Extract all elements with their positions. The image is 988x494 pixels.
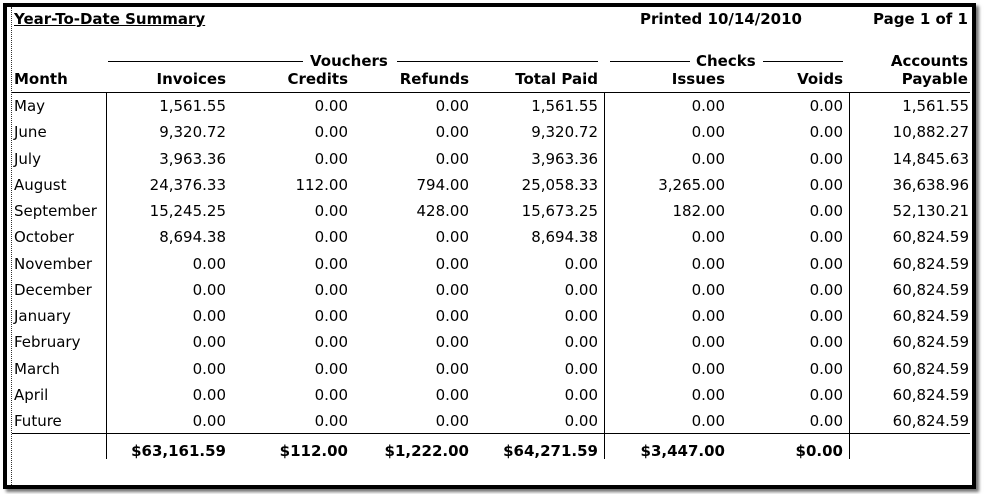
total-total-paid: $64,271.59 <box>503 442 598 460</box>
cell-month: October <box>14 228 75 247</box>
cell-total-paid: 0.00 <box>564 385 598 404</box>
cell-total-paid: 0.00 <box>564 280 598 299</box>
cell-month: July <box>14 149 41 168</box>
cell-month: August <box>14 175 67 194</box>
table-row <box>0 303 988 329</box>
cell-refunds: 0.00 <box>435 412 469 430</box>
cell-total-paid: 9,320.72 <box>531 123 598 142</box>
cell-refunds: 0.00 <box>435 123 469 142</box>
cell-month: May <box>14 97 46 115</box>
cell-total-paid: 8,694.38 <box>531 228 598 247</box>
cell-invoices: 0.00 <box>192 412 226 430</box>
cell-refunds: 0.00 <box>435 228 469 247</box>
cell-accounts-payable: 60,824.59 <box>892 307 969 325</box>
page-indicator: Page 1 of 1 <box>873 10 968 28</box>
cell-credits: 0.00 <box>314 385 348 404</box>
cell-credits: 0.00 <box>314 307 348 325</box>
cell-credits: 0.00 <box>314 97 348 115</box>
cell-month: April <box>14 385 49 404</box>
cell-accounts-payable: 60,824.59 <box>892 228 969 247</box>
table-row <box>0 251 988 277</box>
cell-invoices: 0.00 <box>192 280 226 299</box>
cell-check-issues: 0.00 <box>691 149 725 168</box>
cell-check-issues: 0.00 <box>691 333 725 352</box>
cell-check-voids: 0.00 <box>809 254 843 273</box>
column-header-issues: Issues <box>671 70 725 88</box>
column-header-invoices: Invoices <box>156 70 226 88</box>
checks-rule-left <box>610 61 690 62</box>
cell-accounts-payable: 36,638.96 <box>892 175 969 194</box>
column-header-voids: Voids <box>797 70 843 88</box>
cell-total-paid: 1,561.55 <box>531 97 598 115</box>
table-row <box>0 329 988 355</box>
cell-month: March <box>14 359 60 378</box>
printed-label: Printed <box>640 10 703 28</box>
cell-accounts-payable: 14,845.63 <box>892 149 969 168</box>
cell-month: Future <box>14 412 62 430</box>
cell-check-voids: 0.00 <box>809 307 843 325</box>
cell-invoices: 0.00 <box>192 307 226 325</box>
cell-check-voids: 0.00 <box>809 385 843 404</box>
cell-check-issues: 0.00 <box>691 123 725 142</box>
cell-month: September <box>14 202 97 220</box>
cell-total-paid: 25,058.33 <box>521 175 598 194</box>
cell-invoices: 9,320.72 <box>159 123 226 142</box>
table-row <box>0 277 988 303</box>
cell-check-voids: 0.00 <box>809 333 843 352</box>
cell-credits: 0.00 <box>314 123 348 142</box>
column-header-month: Month <box>14 70 68 88</box>
cell-check-voids: 0.00 <box>809 97 843 115</box>
cell-credits: 112.00 <box>295 175 348 194</box>
accounts-group-header: Accounts <box>890 52 968 70</box>
printed-date: 10/14/2010 <box>707 10 802 28</box>
cell-credits: 0.00 <box>314 254 348 273</box>
report-title: Year-To-Date Summary <box>14 10 206 28</box>
total-credits: $112.00 <box>279 442 348 460</box>
cell-total-paid: 3,963.36 <box>531 149 598 168</box>
printed-stamp <box>640 10 802 28</box>
cell-check-voids: 0.00 <box>809 359 843 378</box>
cell-check-issues: 0.00 <box>691 254 725 273</box>
cell-invoices: 0.00 <box>192 359 226 378</box>
cell-check-voids: 0.00 <box>809 412 843 430</box>
cell-invoices: 0.00 <box>192 385 226 404</box>
cell-check-issues: 182.00 <box>672 202 725 220</box>
column-header-credits: Credits <box>287 70 348 88</box>
total-check-voids: $0.00 <box>795 442 843 460</box>
cell-check-issues: 0.00 <box>691 280 725 299</box>
column-header-refunds: Refunds <box>399 70 469 88</box>
column-header-payable: Payable <box>901 70 968 88</box>
total-refunds: $1,222.00 <box>384 442 469 460</box>
cell-total-paid: 0.00 <box>564 307 598 325</box>
cell-check-issues: 0.00 <box>691 307 725 325</box>
checks-rule-right <box>763 61 843 62</box>
cell-refunds: 0.00 <box>435 333 469 352</box>
cell-refunds: 428.00 <box>416 202 469 220</box>
cell-accounts-payable: 10,882.27 <box>892 123 969 142</box>
cell-refunds: 0.00 <box>435 149 469 168</box>
cell-invoices: 0.00 <box>192 333 226 352</box>
cell-total-paid: 0.00 <box>564 254 598 273</box>
table-row <box>0 198 988 224</box>
cell-accounts-payable: 1,561.55 <box>902 97 969 115</box>
cell-invoices: 8,694.38 <box>159 228 226 247</box>
cell-refunds: 0.00 <box>435 97 469 115</box>
table-row <box>0 408 988 434</box>
cell-total-paid: 0.00 <box>564 412 598 430</box>
total-check-issues: $3,447.00 <box>640 442 725 460</box>
cell-refunds: 0.00 <box>435 359 469 378</box>
cell-invoices: 24,376.33 <box>149 175 226 194</box>
cell-accounts-payable: 60,824.59 <box>892 359 969 378</box>
vouchers-group-header: Vouchers <box>310 52 388 70</box>
table-row <box>0 382 988 408</box>
cell-total-paid: 0.00 <box>564 333 598 352</box>
cell-credits: 0.00 <box>314 228 348 247</box>
cell-check-issues: 0.00 <box>691 385 725 404</box>
cell-total-paid: 0.00 <box>564 359 598 378</box>
cell-credits: 0.00 <box>314 202 348 220</box>
cell-credits: 0.00 <box>314 149 348 168</box>
cell-refunds: 0.00 <box>435 280 469 299</box>
total-invoices: $63,161.59 <box>131 442 226 460</box>
cell-invoices: 0.00 <box>192 254 226 273</box>
cell-check-voids: 0.00 <box>809 123 843 142</box>
column-header-total-paid: Total Paid <box>515 70 598 88</box>
cell-check-issues: 0.00 <box>691 359 725 378</box>
cell-credits: 0.00 <box>314 333 348 352</box>
cell-invoices: 1,561.55 <box>159 97 226 115</box>
checks-group-header: Checks <box>696 52 756 70</box>
cell-accounts-payable: 52,130.21 <box>892 202 969 220</box>
cell-check-voids: 0.00 <box>809 175 843 194</box>
cell-check-voids: 0.00 <box>809 228 843 247</box>
vouchers-rule-left <box>108 61 303 62</box>
vouchers-rule-right <box>397 61 598 62</box>
table-row <box>0 146 988 172</box>
cell-accounts-payable: 60,824.59 <box>892 333 969 352</box>
cell-credits: 0.00 <box>314 412 348 430</box>
cell-refunds: 0.00 <box>435 385 469 404</box>
cell-check-voids: 0.00 <box>809 202 843 220</box>
cell-credits: 0.00 <box>314 359 348 378</box>
cell-accounts-payable: 60,824.59 <box>892 385 969 404</box>
cell-invoices: 3,963.36 <box>159 149 226 168</box>
table-row <box>0 119 988 145</box>
cell-credits: 0.00 <box>314 280 348 299</box>
cell-invoices: 15,245.25 <box>149 202 226 220</box>
cell-check-issues: 3,265.00 <box>658 175 725 194</box>
cell-month: June <box>14 123 47 142</box>
cell-refunds: 794.00 <box>416 175 469 194</box>
cell-check-voids: 0.00 <box>809 149 843 168</box>
cell-refunds: 0.00 <box>435 254 469 273</box>
cell-month: December <box>14 280 92 299</box>
cell-total-paid: 15,673.25 <box>521 202 598 220</box>
cell-check-issues: 0.00 <box>691 97 725 115</box>
table-row <box>0 172 988 198</box>
cell-accounts-payable: 60,824.59 <box>892 254 969 273</box>
table-row <box>0 224 988 250</box>
cell-check-issues: 0.00 <box>691 228 725 247</box>
cell-accounts-payable: 60,824.59 <box>892 280 969 299</box>
cell-check-voids: 0.00 <box>809 280 843 299</box>
cell-month: January <box>14 307 71 325</box>
table-row <box>0 93 988 119</box>
table-row <box>0 356 988 382</box>
cell-accounts-payable: 60,824.59 <box>892 412 969 430</box>
cell-month: February <box>14 333 81 352</box>
cell-month: November <box>14 254 93 273</box>
cell-refunds: 0.00 <box>435 307 469 325</box>
totals-row <box>0 438 988 464</box>
cell-check-issues: 0.00 <box>691 412 725 430</box>
